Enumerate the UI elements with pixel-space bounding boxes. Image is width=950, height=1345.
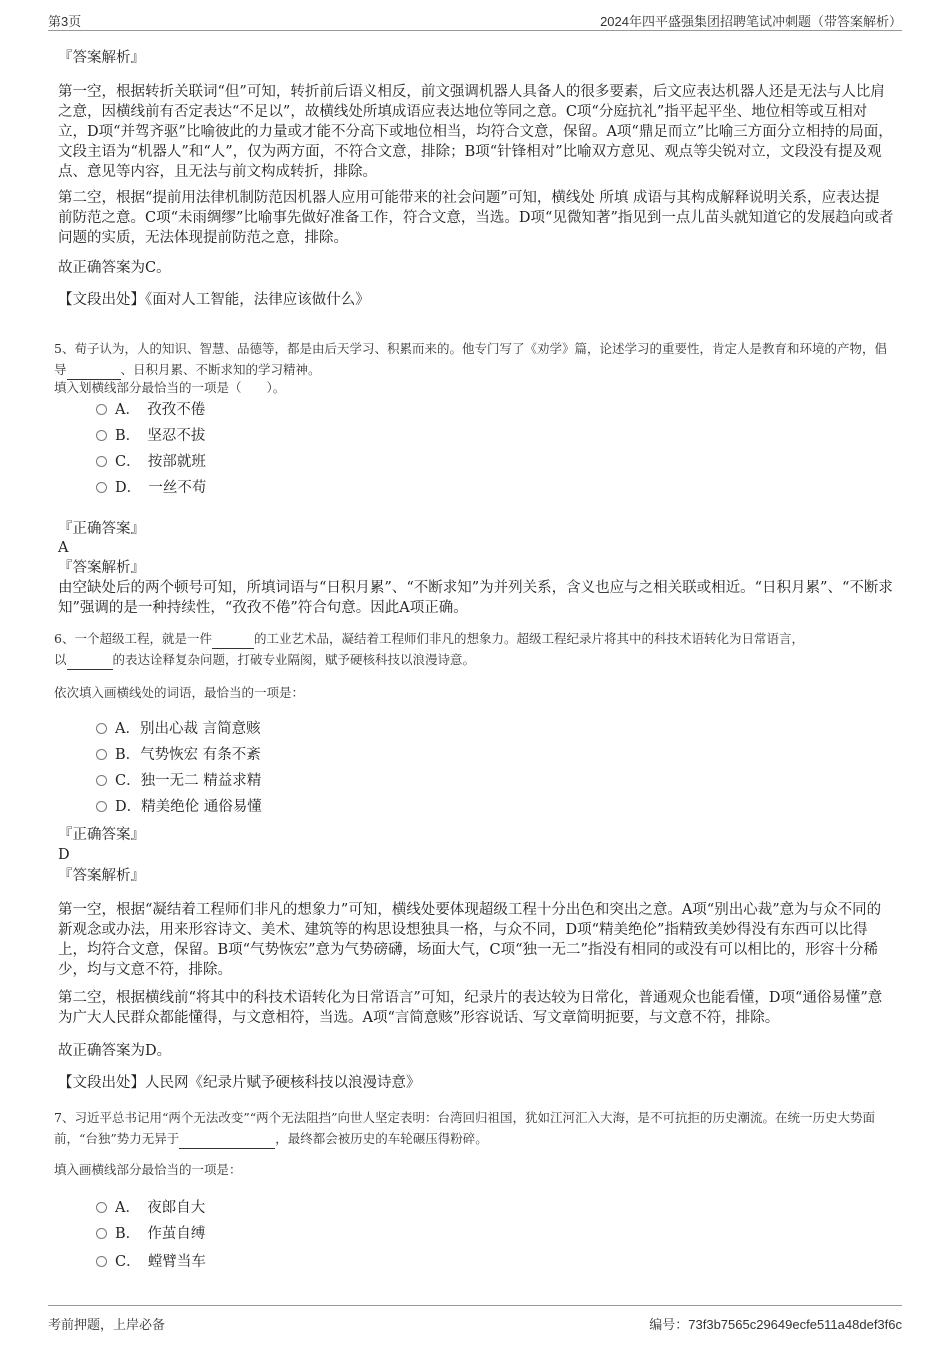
- page-header: [48, 8, 902, 31]
- q7-stem: 7、习近平总书记用“两个无法改变”“两个无法阻挡”向世人坚定表明：台湾回归祖国，犹如江河汇入大海，是不可抗拒的历史潮流。在统一历史大势面前，“台独”势力无异于 ，最终都会被历史的车轮碾压得粉碎。: [54, 1107, 896, 1149]
- q7-option-a[interactable]: A． 夜郎自大: [96, 1198, 205, 1218]
- q5-stem: 5、荀子认为，人的知识、智慧、品德等，都是由后天学习、积累而来的。他专门写了《劝学》篇，论述学习的重要性，肯定人是教育和环境的产物，倡导 、日积月累、不断求知的学习精神。: [54, 338, 896, 380]
- radio-icon: [96, 404, 107, 415]
- q5-analysis: 由空缺处后的两个顿号可知，所填词语与“日积月累”、“不断求知”为并列关系，含义也应与之相关联或相近。“日积月累”、“不断求知”强调的是一种持续性，“孜孜不倦”符合句意。因此A项正确。: [58, 580, 893, 616]
- q6-option-b[interactable]: B．气势恢宏 有条不紊: [96, 745, 261, 765]
- radio-icon: [96, 430, 107, 441]
- q4-source: 【文段出处】《面对人工智能，法律应该做什么》: [58, 292, 370, 308]
- radio-icon: [96, 775, 107, 786]
- q6-source: 【文段出处】人民网《纪录片赋予硬核科技以浪漫诗意》: [58, 1075, 421, 1091]
- q5-option-a[interactable]: A． 孜孜不倦: [96, 400, 205, 420]
- q6-prompt: 依次填入画横线处的词语，最恰当的一项是：: [54, 685, 305, 700]
- q6-answer: D: [58, 847, 70, 863]
- radio-icon: [96, 749, 107, 760]
- q7-option-b[interactable]: B． 作茧自缚: [96, 1224, 205, 1244]
- q6-stem-line1: 6、一个超级工程，就是一件 的工业艺术品，凝结着工程师们非凡的想象力。超级工程纪录片将其中的科技术语转化为日常语言，: [54, 628, 896, 649]
- q5-prompt: 填入划横线部分最恰当的一项是（ ）。: [54, 380, 286, 395]
- radio-icon: [96, 456, 107, 467]
- q6-option-d[interactable]: D．精美绝伦 通俗易懂: [96, 797, 262, 817]
- document-id: 编号：73f3b7565c29649ecfe511a48def3f6c: [649, 1317, 902, 1332]
- q6-analysis-para1: 第一空，根据“凝结着工程师们非凡的想象力”可知，横线处要体现超级工程十分出色和突出之意。A项“别出心裁”意为与众不同的新观念或办法，用来形容诗文、美术、建筑等的构思设想独具一格，与众不同，D项“精美绝伦”指精致美妙得没有东西可以比得上，均符合文意，保留。B项“气势恢宏”意为气势磅礴，场面大气，C项“独一无二”指没有相同的或没有可以相比的，形容十分稀少，均与文意不符，排除。: [58, 902, 882, 978]
- page-number: 第3页: [48, 14, 82, 29]
- q4-analysis-label: 『答案解析』: [58, 50, 145, 66]
- q6-conclusion: 故正确答案为D。: [58, 1043, 172, 1059]
- q4-analysis-para2: 第二空，根据“提前用法律机制防范因机器人应用可能带来的社会问题”可知，横线处 所填 成语与其构成解释说明关系，应表达提前防范之意。C项“未雨绸缪”比喻事先做好准备工作，符合文意，当选。D项“见微知著”指见到一点儿苗头就知道它的发展趋向或者问题的实质，无法体现提前防范之意，排除。: [58, 190, 894, 246]
- q5-answer: A: [58, 540, 69, 556]
- q6-analysis-para2: 第二空，根据横线前“将其中的科技术语转化为日常语言”可知，纪录片的表达较为日常化，普通观众也能看懂，D项“通俗易懂”意为广大人民群众都能懂得，与文意相符，当选。A项“言简意赅”形容说话、写文章简明扼要，与文意不符，排除。: [58, 990, 883, 1026]
- document-title: 2024年四平盛强集团招聘笔试冲刺题（带答案解析）: [600, 14, 902, 29]
- q5-analysis-label: 『答案解析』: [58, 560, 145, 576]
- q5-option-d[interactable]: D． 一丝不苟: [96, 478, 206, 498]
- radio-icon: [96, 1202, 107, 1213]
- q5-answer-label: 『正确答案』: [58, 521, 145, 537]
- q6-option-a[interactable]: A．别出心裁 言简意赅: [96, 719, 261, 739]
- radio-icon: [96, 801, 107, 812]
- page-footer: [48, 1305, 902, 1336]
- radio-icon: [96, 1228, 107, 1239]
- q6-answer-label: 『正确答案』: [58, 827, 145, 843]
- q6-stem-line2: 以 的表达诠释复杂问题，打破专业隔阂，赋予硬核科技以浪漫诗意。: [54, 649, 896, 670]
- q5-option-c[interactable]: C． 按部就班: [96, 452, 206, 472]
- q5-option-b[interactable]: B． 坚忍不拔: [96, 426, 205, 446]
- q4-analysis-para1: 第一空，根据转折关联词“但”可知，转折前后语义相反，前文强调机器人具备人的很多要素，后文应表达机器人还是无法与人比肩之意，因横线前有否定表达“不足以”，故横线处所填成语应表达地位等同之意。C项“分庭抗礼”指平起平坐、地位相等或互相对立，D项“并驾齐驱”比喻彼此的力量或才能不分高下或地位相当，均符合文意，保留。A项“鼎足而立”比喻三方面分立相持的局面，文段主语为“机器人”和“人”，仅为两方面，不符合文意，排除；B项“针锋相对”比喻双方意见、观点等尖锐对立，文段没有提及观点、意见等内容，且无法与前文构成转折，排除。: [58, 84, 893, 180]
- q6-option-c[interactable]: C．独一无二 精益求精: [96, 771, 261, 791]
- q7-prompt: 填入画横线部分最恰当的一项是：: [54, 1162, 242, 1177]
- q6-analysis-label: 『答案解析』: [58, 868, 145, 884]
- q4-conclusion: 故正确答案为C。: [58, 260, 171, 276]
- radio-icon: [96, 482, 107, 493]
- radio-icon: [96, 723, 107, 734]
- footer-slogan: 考前押题，上岸必备: [48, 1318, 166, 1333]
- radio-icon: [96, 1256, 107, 1267]
- q7-option-c[interactable]: C． 螳臂当车: [96, 1252, 206, 1272]
